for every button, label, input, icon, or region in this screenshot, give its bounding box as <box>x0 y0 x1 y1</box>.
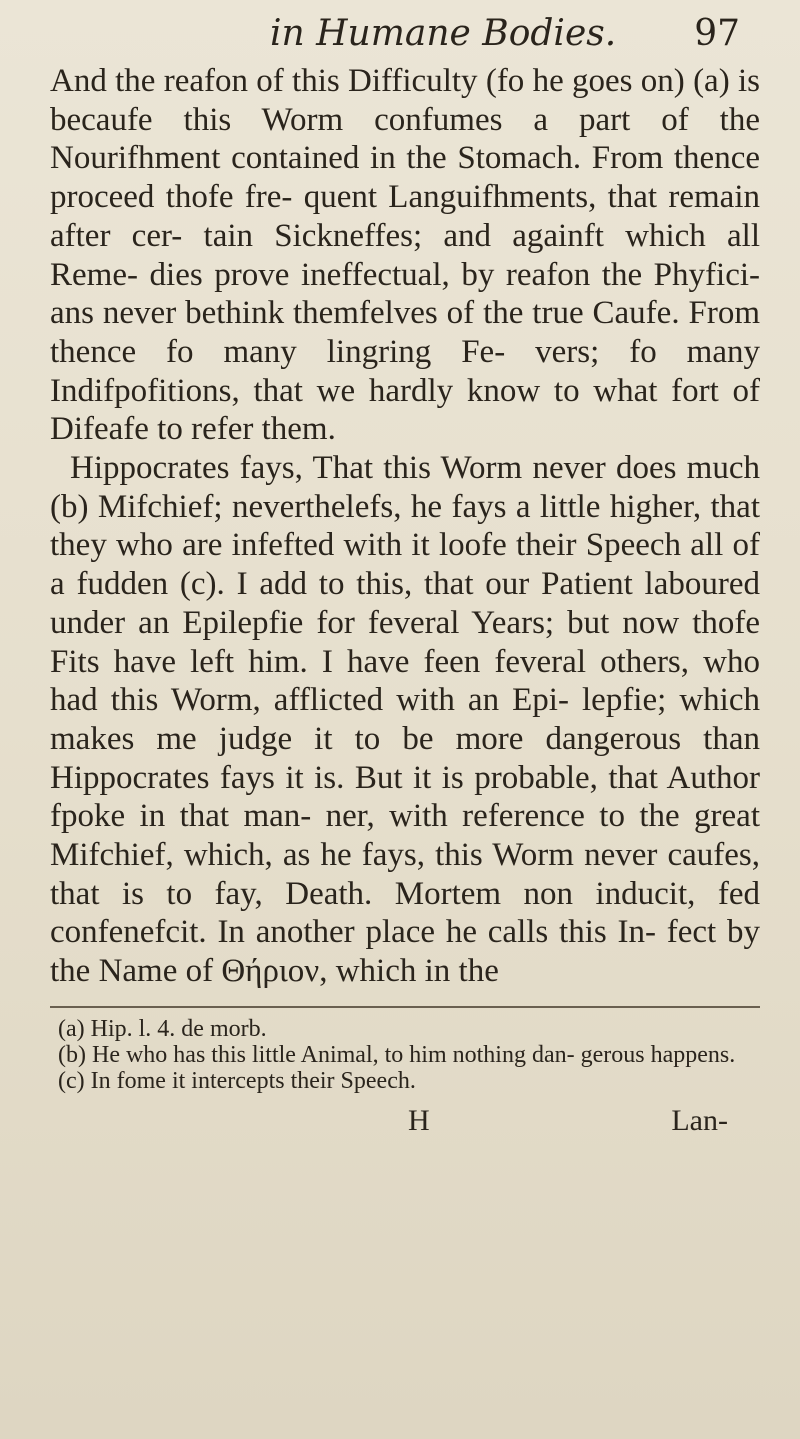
signature-mark: H <box>408 1104 430 1137</box>
footnotes <box>58 1016 758 1094</box>
main-text <box>50 62 760 991</box>
paragraph: And the reafon of this Difficulty (fo he goes on) (a) is becaufe this Worm confumes a part of the Nourifhment contained in the Stomach. From thence proceed thofe fre- quent Languifhments, that remain after cer- tain Sickneffes; and againft which all Reme- dies prove ineffectual, by reafon the Phyfici- ans never bethink themfelves of the true Caufe. From thence fo many lingring Fe- vers; fo many Indifpofitions, that we hardly know to what fort of Difeafe to refer them. <box>50 63 760 448</box>
footnote: (c) In fome it intercepts their Speech. <box>58 1068 416 1094</box>
footnote-divider <box>50 1006 760 1008</box>
paragraph: Hippocrates fays, That this Worm never does much (b) Mifchief; neverthelefs, he fays a little higher, that they who are infefted with it loofe their Speech all of a fudden (c). I add to this, that our Patient laboured under an Epilepfie for feveral Years; but now thofe Fits have left him. I have feen feveral others, who had this Worm, afflicted with an Epi- lepfie; which makes me judge it to be more dangerous than Hippocrates fays it is. But it is probable, that Author fpoke in that man- ner, with reference to the great Mifchief, which, as he fays, this Worm never caufes, that is to fay, Death. Mortem non inducit, fed confenefcit. In another place he calls this In- fect by the Name of Θήριον, which in the <box>50 450 760 990</box>
catchword: Lan- <box>671 1104 728 1137</box>
page-number: 97 <box>694 13 740 54</box>
footnote: (a) Hip. l. 4. de morb. <box>58 1016 267 1042</box>
running-title: in Humane Bodies. <box>270 13 617 54</box>
footnote: (b) He who has this little Animal, to him nothing dan- gerous happens. <box>58 1042 736 1068</box>
page-footer <box>58 1104 758 1140</box>
page-header <box>270 6 740 62</box>
